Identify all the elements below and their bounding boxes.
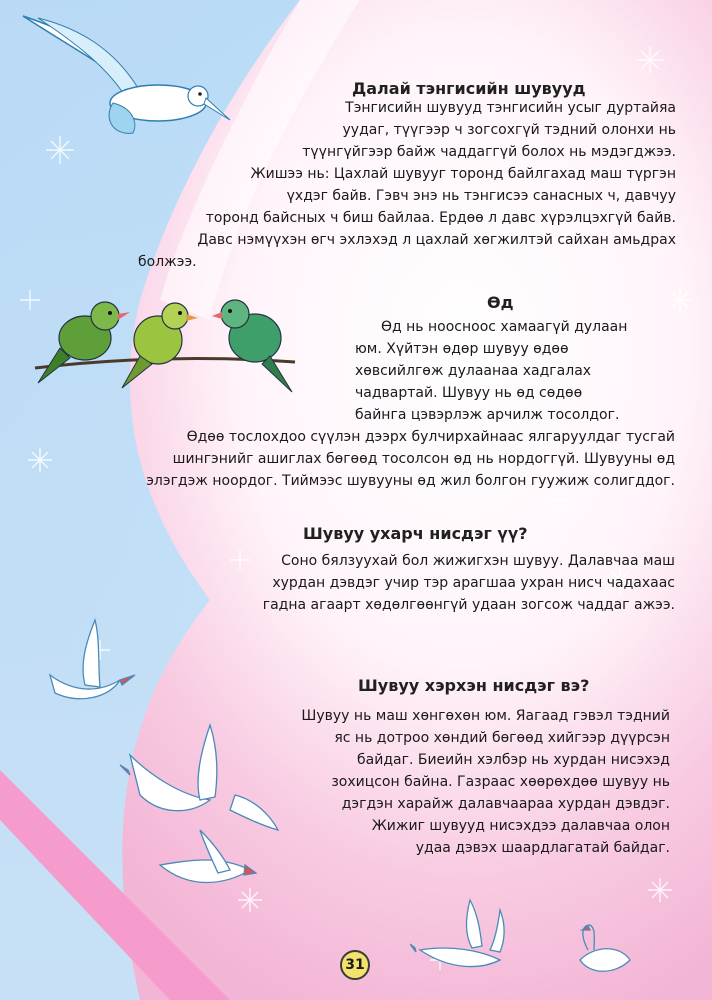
text-line: уудаг, түүгээр ч зогсохгүй тэдний олонхи нь [342,122,676,138]
bird-left [38,302,130,383]
text-line: Өд нь нооснoос хамаагүй дулаан [381,319,628,335]
white-birds-illustration [40,615,300,915]
text-line: Шувуу нь маш хөнгөхөн юм. Яагаад гэвэл тэдний [301,708,670,724]
text-line: гадна агаарт хөдөлгөөнгүй удаан зогсож чаддаг ажээ. [262,597,675,613]
text-line: түүнгүйгээр байж чаддаггүй болох нь мэдэгджээ. [302,144,676,160]
text-line: шингэнийг ашиглах бөгөөд тосолсон өд нь нордоггүй. Шувууны өд [172,451,675,467]
text-line: болжээ. [138,254,197,270]
paragraph-feathers [355,316,675,426]
paragraph-flying-backward [205,550,675,616]
text-line: удаа дэвэх шаардлагатай байдаг. [415,840,670,856]
bird-middle [122,303,198,388]
text-line: яс нь дотроо хөндий бөгөөд хийгээр дүүрсэн [334,730,670,746]
bird-right [212,300,292,392]
text-line: хурдан дэвдэг учир тэр арагшаа ухран нисч чадахаас [272,575,675,591]
heading-sea-birds: Далай тэнгисийн шувууд [352,79,586,98]
text-line: Жишээ нь: Цахлай шувууг торонд байлгахад маш түргэн [250,166,676,182]
paragraph-feathers-continued [60,426,675,492]
text-line: юм. Хүйтэн өдөр шувуу өдөө [355,341,569,357]
heading-flying-backward: Шувуу ухарч нисдэг үү? [303,524,528,543]
text-line: Жижиг шувууд нисэхдээ далавчаа олон [371,818,670,834]
text-line: Соно бялзуухай бол жижигхэн шувуу. Далавчаа маш [281,553,675,569]
text-line: байдаг. Биеийн хэлбэр нь хурдан нисэхэд [357,752,670,768]
text-line: Давс нэмүүхэн өгч эхлэхэд л цахлай хөгжилтэй сайхан амьдрах [197,232,676,248]
text-line: элэгдэж нoордог. Тиймээс шувууны өд жил болгон гуужиж солигддог. [146,473,675,489]
text-line: хөвсийлгөж дулаанаа хадгалах [355,363,592,379]
swans-illustration [410,890,650,990]
text-line: үхдэг байв. Гэвч энэ нь тэнгисээ санасных ч, давчуу [286,188,676,204]
text-line: Тэнгисийн шувууд тэнгисийн усыг дуртайяа [345,100,676,116]
heading-feathers: Өд [487,293,514,312]
text-line: чадвартай. Шувуу нь өд сөдөө [355,385,583,401]
page-number: 31 [340,950,370,980]
text-line: байнга цэвэрлэж арчилж тосолдог. [355,407,620,423]
text-line: зохицсон байна. Газраас хөөрөхдөө шувуу нь [331,774,670,790]
text-line: Өдөө тослохдоо сүүлэн дээрх булчирхайнаас ялгаруулдаг тусгай [186,429,675,445]
paragraph-sea-birds [138,97,676,273]
green-birds-illustration [30,288,300,398]
paragraph-how-birds-fly [265,705,670,859]
heading-how-birds-fly: Шувуу хэрхэн нисдэг вэ? [358,676,590,695]
text-line: торонд байсных ч биш байлаа. Ердөө л давс хүрэлцэхгүй байв. [205,210,676,226]
text-line: дэгдэн харайж далавчаараа хурдан дэвдэг. [341,796,670,812]
